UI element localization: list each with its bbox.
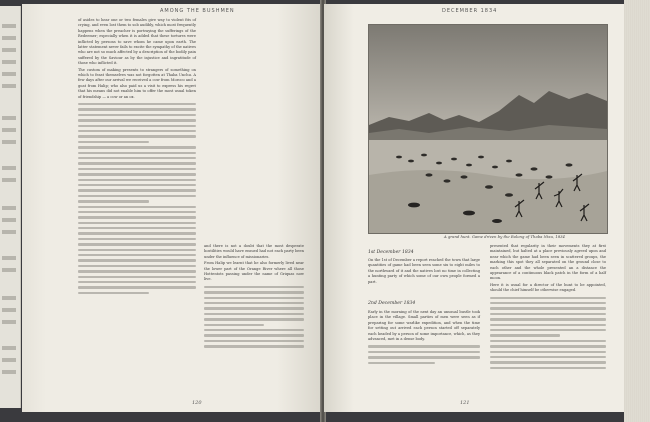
previous-page-strip	[0, 6, 21, 408]
paragraph: The custom of making presents to strangers of something on which to feast themselves was not forgotten at Thaba Unchu. A few days after our arrival we received a cow from Moroco and a goat from Halip; who also paid us a visit to express his regret that his means did not enable him to offer the most usual token of friendship — a cow or an ox.	[78, 67, 196, 99]
paragraph: of asides to hear one or two females give way to violent fits of crying, and even lost them to sob audibly, which most frequently happens when the preacher is portraying the sufferings of the Redeemer; especially when it is added that these tortures were inflicted by persons to save whom he came upon earth. The latter statement never fails to excite the sympathy of the natives who are not so much affected by a description of the bodily pain suffered by the Saviour as by the injustice and ingratitude of those who inflicted it.	[78, 18, 197, 66]
right-column-2	[490, 244, 606, 372]
illustration-svg	[369, 25, 607, 233]
right-page-number: 121	[460, 400, 470, 406]
entry-date-heading: 1st December 1834	[368, 250, 414, 255]
right-column-1	[368, 258, 480, 286]
right-page-header: DECEMBER 1834	[442, 8, 498, 14]
paragraph: Here it is usual for a director of the hunt to be appointed, should the chief himself be otherwise engaged.	[490, 282, 606, 293]
right-column-1-continued	[368, 310, 480, 367]
right-page	[324, 4, 624, 412]
illustration-caption: A grand hunt. Game driven by the Rolong of Thaba Ntsu, 1834	[444, 234, 565, 239]
left-page-header: AMONG THE BUSHMEN	[160, 8, 235, 14]
left-page-number: 120	[192, 400, 202, 406]
book-page-edges	[624, 0, 650, 422]
left-column-1	[78, 18, 196, 297]
paragraph: On the 1st of December a report reached the town that large quantities of game had been seen some six to eight miles to the northward of it and the natives lost no time in collecting a hunting party of which some of our own people formed a part.	[368, 258, 480, 284]
paragraph: Early in the morning of the next day an unusual bustle took place in the village. Small parties of men were seen as if preparing for some warlike expedition, and when the time for setting out arrived each person started off separately each headed by a person of some importance, which, as they advanced, met in a dense body.	[368, 310, 480, 342]
paragraph: From Halip we learnt that he also formerly lived near the lower part of the Orange River where all those Hottentots passing under the name of Griquas now live.	[204, 261, 304, 282]
left-column-2	[204, 244, 304, 351]
entry-date-heading: 2nd December 1834	[368, 301, 416, 306]
paragraph: presented that regularity in their movements they at first maintained, but halted at a place previously agreed upon and near which the game had been seen in scattered groups, the marking this spot they all separated on the ground close to each other and the whole presented an a distance the appearance of a continuous black patch in the form of a half moon.	[490, 244, 606, 281]
hunting-scene-illustration	[368, 24, 608, 234]
left-page	[22, 4, 322, 412]
paragraph: and there is not a doubt that the most desperate hostilities would have ensued had not each party been under the influence of missionaries.	[204, 244, 304, 259]
